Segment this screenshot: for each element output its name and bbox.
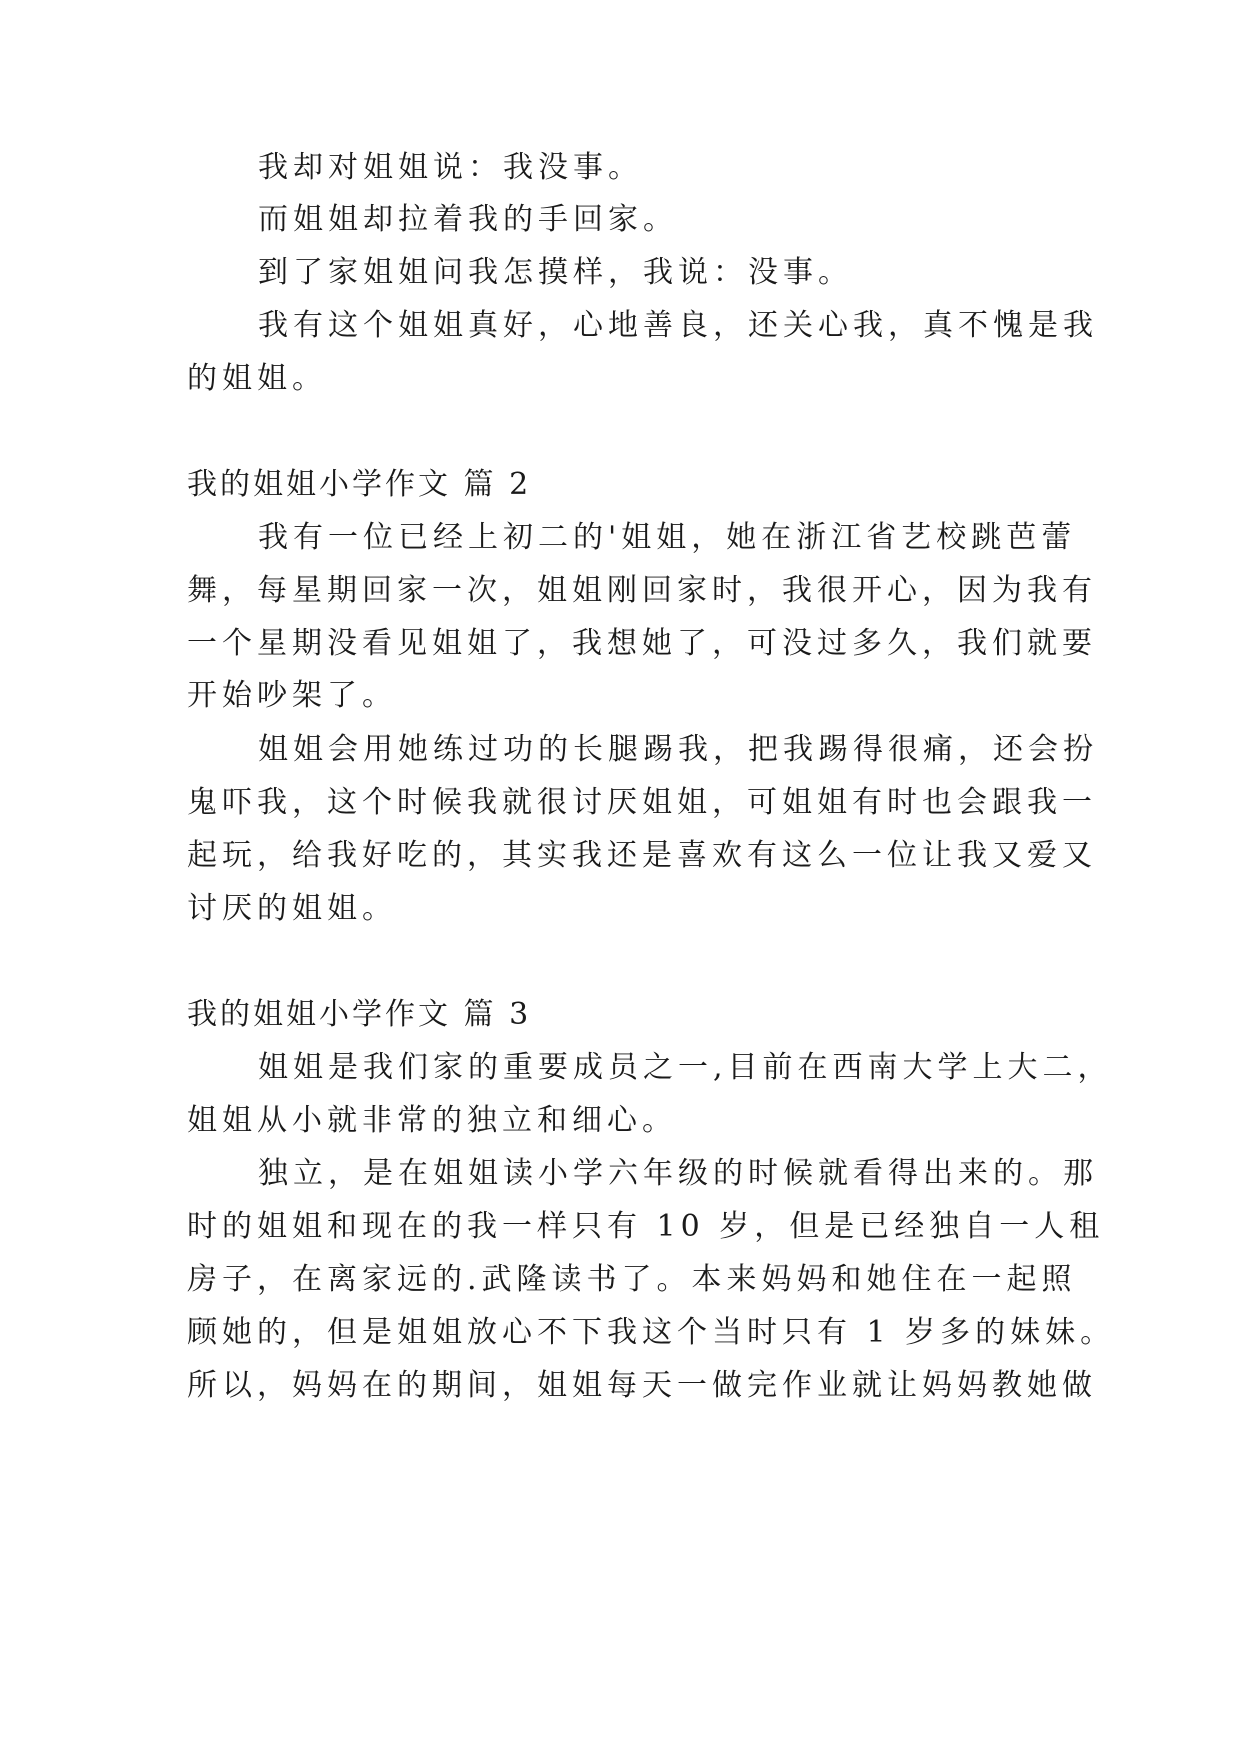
paragraph-line: 开始吵架了。 xyxy=(187,678,397,713)
paragraph-line: 鬼吓我，这个时候我就很讨厌姐姐，可姐姐有时也会跟我一 xyxy=(187,785,1097,820)
paragraph-line: 起玩，给我好吃的，其实我还是喜欢有这么一位让我又爱又 xyxy=(187,838,1097,873)
paragraph-line: 的姐姐。 xyxy=(187,361,327,396)
paragraph-line: 姐姐会用她练过功的长腿踢我，把我踢得很痛，还会扮 xyxy=(258,732,1098,767)
paragraph-line: 我有一位已经上初二的'姐姐，她在浙江省艺校跳芭蕾 xyxy=(258,520,1077,555)
paragraph-line: 时的姐姐和现在的我一样只有 10 岁，但是已经独自一人租 xyxy=(187,1209,1105,1244)
section-heading: 我的姐姐小学作文 篇 2 xyxy=(187,467,532,502)
paragraph-line: 我却对姐姐说：我没事。 xyxy=(258,150,643,185)
paragraph-line: 姐姐从小就非常的独立和细心。 xyxy=(187,1103,677,1138)
paragraph-line: 顾她的，但是姐姐放心不下我这个当时只有 1 岁多的妹妹。 xyxy=(187,1315,1116,1350)
paragraph-line: 舞，每星期回家一次，姐姐刚回家时，我很开心，因为我有 xyxy=(187,573,1097,608)
paragraph-line: 而姐姐却拉着我的手回家。 xyxy=(258,202,678,237)
section-heading: 我的姐姐小学作文 篇 3 xyxy=(187,997,532,1032)
paragraph-line: 姐姐是我们家的重要成员之一,目前在西南大学上大二， xyxy=(258,1050,1113,1085)
paragraph-line: 我有这个姐姐真好，心地善良，还关心我，真不愧是我 xyxy=(258,308,1098,343)
paragraph-line: 一个星期没看见姐姐了，我想她了，可没过多久，我们就要 xyxy=(187,626,1097,661)
paragraph-line: 到了家姐姐问我怎摸样，我说：没事。 xyxy=(258,255,853,290)
paragraph-line: 讨厌的姐姐。 xyxy=(187,891,397,926)
paragraph-line: 独立，是在姐姐读小学六年级的时候就看得出来的。那 xyxy=(258,1156,1098,1191)
paragraph-line: 房子，在离家远的.武隆读书了。本来妈妈和她住在一起照 xyxy=(187,1262,1077,1297)
paragraph-line: 所以，妈妈在的期间，姐姐每天一做完作业就让妈妈教她做 xyxy=(187,1368,1097,1403)
